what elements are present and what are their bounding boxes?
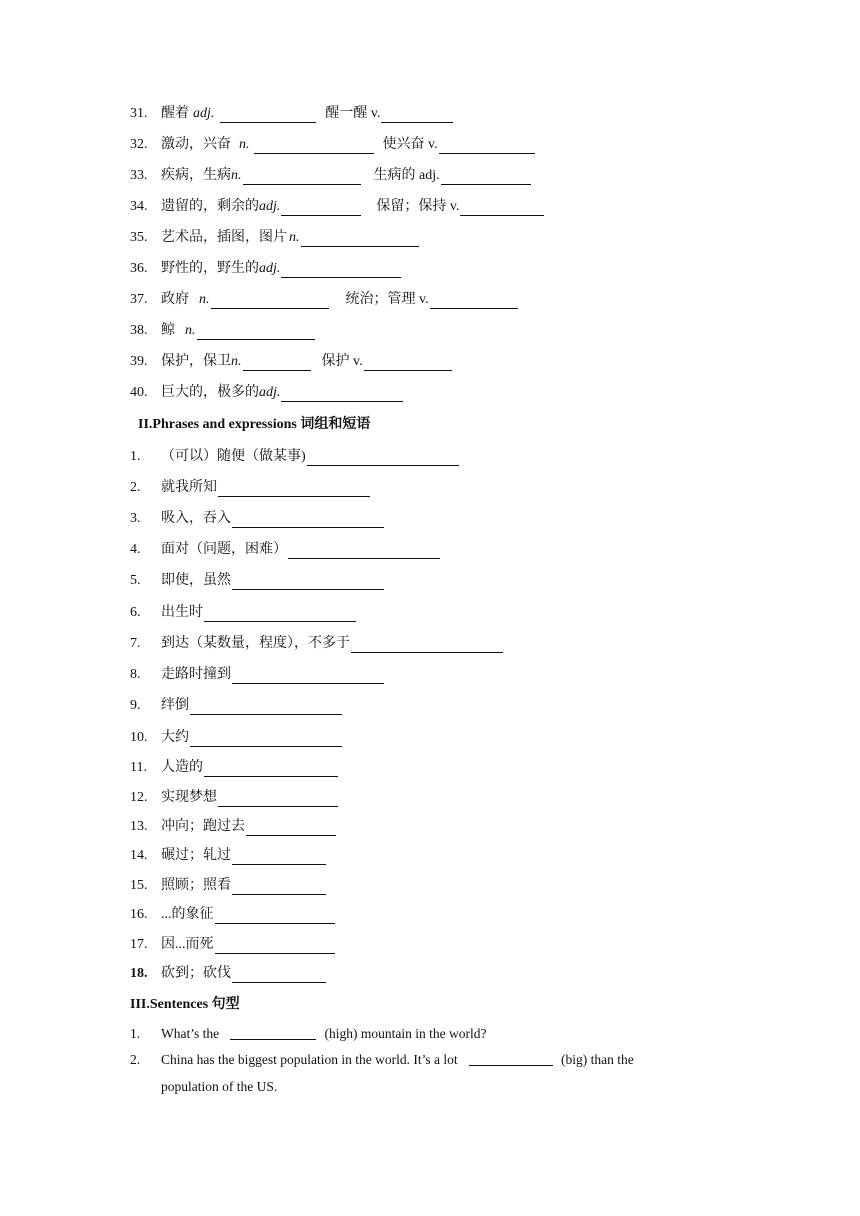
answer-blank[interactable] — [439, 139, 535, 154]
item-number: 31. — [130, 106, 148, 121]
part-of-speech: adj. — [259, 199, 281, 214]
item-number: 17. — [130, 937, 148, 952]
answer-blank[interactable] — [232, 968, 326, 983]
vocab-item — [130, 167, 532, 185]
answer-blank[interactable] — [204, 762, 338, 777]
vocab-item — [130, 198, 545, 216]
item-text: 巨大的，极多的 — [161, 385, 259, 400]
phrase-item — [130, 759, 339, 777]
vocab-item — [130, 229, 420, 247]
answer-blank[interactable] — [243, 170, 361, 185]
sentence-continuation: population of the US. — [161, 1079, 278, 1094]
answer-blank[interactable] — [218, 792, 338, 807]
phrase-item — [130, 789, 339, 807]
item-text: ...的象征 — [161, 907, 214, 922]
item-text: 砍到；砍伐 — [161, 966, 231, 981]
item-number: 37. — [130, 292, 148, 307]
answer-blank[interactable] — [441, 170, 531, 185]
item-text: 艺术品，插图，图片 — [161, 230, 287, 245]
item-number: 1. — [130, 1026, 141, 1041]
item-text: 即使，虽然 — [161, 573, 231, 588]
item-text: 激动，兴奋 — [161, 137, 231, 152]
answer-blank[interactable] — [215, 939, 335, 954]
part-of-speech: adj. — [259, 385, 281, 400]
answer-blank[interactable] — [204, 607, 356, 622]
section-heading-sentences: III.Sentences 句型 — [130, 997, 240, 1012]
item-text: 到达（某数量，程度），不多于 — [161, 636, 350, 651]
part-of-speech: n. — [185, 323, 196, 338]
answer-blank[interactable] — [232, 575, 384, 590]
answer-blank[interactable] — [307, 451, 459, 466]
item-number: 7. — [130, 636, 141, 651]
item-text: 大约 — [161, 730, 189, 745]
sentence-item — [130, 1025, 486, 1043]
answer-blank[interactable] — [351, 638, 503, 653]
answer-blank[interactable] — [190, 732, 342, 747]
answer-blank[interactable] — [232, 513, 384, 528]
item-text-b: 保留；保持 v. — [376, 199, 460, 214]
phrase-item — [130, 666, 385, 684]
answer-blank[interactable] — [232, 669, 384, 684]
part-of-speech: n. — [231, 168, 242, 183]
answer-blank[interactable] — [301, 232, 419, 247]
item-text: 人造的 — [161, 760, 203, 775]
item-number: 16. — [130, 907, 148, 922]
answer-blank[interactable] — [197, 325, 315, 340]
part-of-speech: adj. — [259, 261, 281, 276]
item-text: 走路时撞到 — [161, 667, 231, 682]
item-number: 36. — [130, 261, 148, 276]
phrase-item — [130, 604, 357, 622]
item-number: 2. — [130, 1052, 141, 1067]
item-text: 冲向；跑过去 — [161, 819, 245, 834]
answer-blank[interactable] — [281, 201, 361, 216]
item-number: 11. — [130, 760, 147, 775]
item-number: 5. — [130, 573, 141, 588]
item-number: 1. — [130, 449, 141, 464]
answer-blank[interactable] — [381, 108, 453, 123]
phrase-item — [130, 965, 327, 983]
item-text: 就我所知 — [161, 480, 217, 495]
item-number: 40. — [130, 385, 148, 400]
item-text-b: 醒一醒 v. — [325, 106, 381, 121]
item-number: 15. — [130, 878, 148, 893]
item-text: 绊倒 — [161, 698, 189, 713]
item-text: 保护，保卫 — [161, 354, 231, 369]
answer-blank[interactable] — [469, 1051, 553, 1066]
part-of-speech: n. — [199, 292, 210, 307]
item-text: 因...而死 — [161, 937, 214, 952]
answer-blank[interactable] — [246, 821, 336, 836]
section-heading-phrases: II.Phrases and expressions 词组和短语 — [138, 417, 371, 432]
vocab-item — [130, 322, 316, 340]
item-number: 4. — [130, 542, 141, 557]
answer-blank[interactable] — [211, 294, 329, 309]
item-text-b: 使兴奋 v. — [382, 137, 438, 152]
answer-blank[interactable] — [232, 880, 326, 895]
item-number: 18. — [130, 966, 148, 981]
item-number: 33. — [130, 168, 148, 183]
vocab-item — [130, 105, 454, 123]
item-text: 遗留的，剩余的 — [161, 199, 259, 214]
item-text: 鲸 — [161, 323, 175, 338]
part-of-speech: n. — [239, 137, 250, 152]
phrase-item — [130, 635, 504, 653]
vocab-item — [130, 291, 519, 309]
item-number: 8. — [130, 667, 141, 682]
item-text-b: 统治；管理 v. — [345, 292, 429, 307]
phrase-item — [130, 936, 336, 954]
item-number: 9. — [130, 698, 141, 713]
item-number: 35. — [130, 230, 148, 245]
item-text: 碾过；轧过 — [161, 848, 231, 863]
vocab-item — [130, 260, 402, 278]
item-number: 39. — [130, 354, 148, 369]
phrase-item — [130, 847, 327, 865]
part-of-speech: n. — [231, 354, 242, 369]
item-number: 2. — [130, 480, 141, 495]
item-number: 6. — [130, 605, 141, 620]
answer-blank[interactable] — [364, 356, 452, 371]
phrase-item — [130, 448, 460, 466]
sentence-text: China has the biggest population in the world. It’s a lot — [161, 1052, 458, 1067]
phrase-item — [130, 906, 336, 924]
item-number: 13. — [130, 819, 148, 834]
vocab-item — [130, 353, 453, 371]
item-text: 吸入，吞入 — [161, 511, 231, 526]
answer-blank[interactable] — [460, 201, 544, 216]
answer-blank[interactable] — [230, 1025, 316, 1040]
item-number: 34. — [130, 199, 148, 214]
answer-blank[interactable] — [281, 263, 401, 278]
item-text: 醒着 — [161, 106, 189, 121]
part-of-speech: adj. — [193, 106, 215, 121]
item-text: 出生时 — [161, 605, 203, 620]
phrase-item — [130, 818, 337, 836]
item-text: 实现梦想 — [161, 790, 217, 805]
answer-blank[interactable] — [215, 909, 335, 924]
item-number: 14. — [130, 848, 148, 863]
answer-blank[interactable] — [254, 139, 374, 154]
part-of-speech: n. — [289, 230, 300, 245]
item-number: 10. — [130, 730, 148, 745]
phrase-item — [130, 541, 441, 559]
item-text: 野性的，野生的 — [161, 261, 259, 276]
item-text: 政府 — [161, 292, 189, 307]
phrase-item — [130, 510, 385, 528]
sentence-hint: (big) than the — [560, 1052, 634, 1067]
item-number: 12. — [130, 790, 148, 805]
phrase-item — [130, 877, 327, 895]
item-text: 疾病，生病 — [161, 168, 231, 183]
answer-blank[interactable] — [218, 482, 370, 497]
phrase-item — [130, 729, 343, 747]
item-number: 3. — [130, 511, 141, 526]
item-text-b: 保护 v. — [321, 354, 363, 369]
answer-blank[interactable] — [243, 356, 311, 371]
answer-blank[interactable] — [232, 850, 326, 865]
sentence-item — [130, 1051, 634, 1069]
answer-blank[interactable] — [281, 387, 403, 402]
answer-blank[interactable] — [288, 544, 440, 559]
vocab-item — [130, 136, 536, 154]
vocab-item — [130, 384, 404, 402]
answer-blank[interactable] — [430, 294, 518, 309]
item-text: 面对（问题，困难） — [161, 542, 287, 557]
item-number: 38. — [130, 323, 148, 338]
item-text: （可以）随便（做某事) — [161, 449, 306, 464]
phrase-item — [130, 479, 371, 497]
item-number: 32. — [130, 137, 148, 152]
sentence-text: What’s the — [161, 1026, 220, 1041]
phrase-item — [130, 697, 343, 715]
sentence-hint: (high) mountain in the world? — [324, 1026, 487, 1041]
answer-blank[interactable] — [220, 108, 316, 123]
phrase-item — [130, 572, 385, 590]
answer-blank[interactable] — [190, 700, 342, 715]
item-text-b: 生病的 adj. — [373, 168, 440, 183]
item-text: 照顾；照看 — [161, 878, 231, 893]
